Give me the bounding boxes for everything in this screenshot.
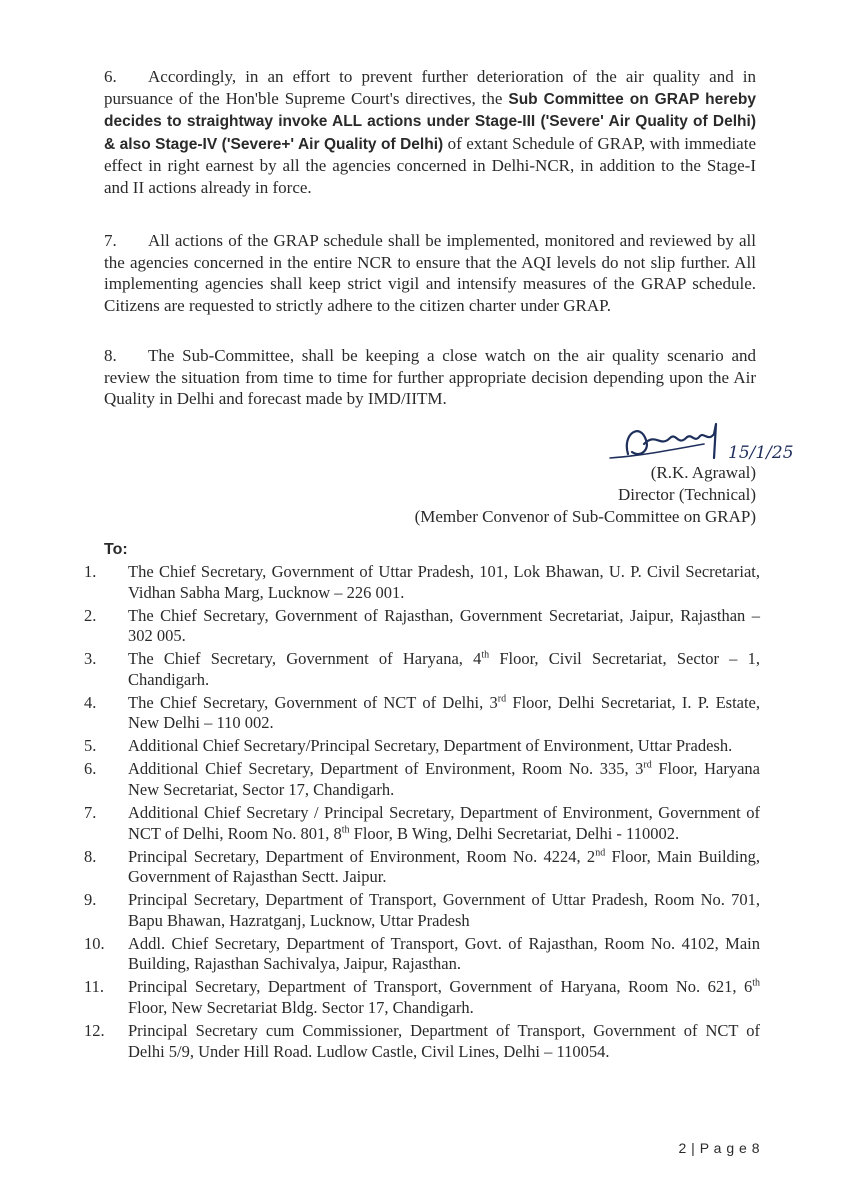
list-item-number: 6.: [84, 759, 97, 779]
paragraph-7: [104, 230, 756, 316]
list-item: [84, 977, 760, 1018]
list-item: [84, 759, 760, 800]
list-item-text-continued: Floor, New Secretariat Bldg. Sector 17, Chandigarh.: [128, 997, 474, 1017]
ordinal-suffix: th: [752, 977, 760, 989]
ordinal-suffix: nd: [595, 847, 606, 859]
paragraph-text: The Sub-Committee, shall be keeping a close watch on the air quality scenario and review the situation from time to time for further appropriate decision depending upon the Air Quality in Delhi and forecast made by IMD/IITM.: [104, 346, 756, 408]
list-item-text-continued: Floor, Main Building, Government of Rajasthan Sectt. Jaipur.: [128, 846, 761, 887]
paragraph-number: 7.: [104, 231, 117, 250]
list-item-number: 1.: [84, 562, 97, 581]
list-item-text-continued: Floor, Haryana New Secretariat, Sector 17, Chandigarh.: [128, 759, 760, 799]
list-item: [84, 693, 760, 734]
list-item: [84, 1021, 760, 1062]
list-item-number: 8.: [84, 846, 97, 866]
list-item-number: 9.: [84, 890, 97, 910]
list-item-text: The Chief Secretary, Government of NCT of Delhi, 3: [128, 692, 498, 712]
list-item: [84, 847, 760, 888]
page-number: 2 | P a g e 8: [678, 1140, 760, 1156]
list-item: [84, 562, 760, 603]
paragraph-bold-text: Sub Committee on GRAP hereby decides to straightway invoke ALL actions under Stage-III ('Severe' Air Quality of Delhi) & also Stage-IV ('Severe+' Air Quality of Delhi): [104, 90, 756, 153]
list-item-number: 12.: [84, 1021, 105, 1041]
list-item-text: Principal Secretary cum Commissioner, Department of Transport, Government of NCT of Delhi 5/9, Under Hill Road. Ludlow Castle, Civil Lines, Delhi – 110054.: [128, 1021, 760, 1061]
list-item: [84, 890, 760, 931]
list-item-text-continued: Floor, B Wing, Delhi Secretariat, Delhi - 110002.: [349, 823, 680, 843]
list-item-text-continued: Floor, Civil Secretariat, Sector – 1, Chandigarh.: [128, 649, 760, 689]
ordinal-suffix: th: [341, 824, 350, 836]
paragraph-6: [104, 66, 756, 198]
paragraph-number: 6.: [104, 67, 117, 86]
ordinal-suffix: rd: [497, 693, 507, 705]
list-item-text: Additional Chief Secretary / Principal Secretary, Department of Environment, Government of NCT of Delhi, Room No. 801, 8: [128, 803, 760, 843]
signatory-name: (R.K. Agrawal): [650, 463, 756, 482]
paragraph-text: Accordingly, in an effort to prevent further deterioration of the air quality and in pursuance of the Hon'ble Supreme Court's directives, the: [104, 67, 756, 108]
list-item-number: 10.: [84, 933, 105, 953]
to-label: To:: [104, 541, 128, 558]
list-item-text: The Chief Secretary, Government of Uttar Pradesh, 101, Lok Bhawan, U. P. Civil Secretariat, Vidhan Sabha Marg, Lucknow – 226 001.: [128, 562, 760, 602]
list-item: [84, 649, 760, 690]
ordinal-suffix: th: [481, 649, 490, 661]
list-item-text-continued: Floor, Delhi Secretariat, I. P. Estate, New Delhi – 110 002.: [128, 692, 761, 733]
list-item-text: Additional Chief Secretary, Department of Environment, Room No. 335, 3: [128, 759, 644, 779]
list-item-text: Principal Secretary, Department of Transport, Government of Uttar Pradesh, Room No. 701, Bapu Bhawan, Hazratganj, Lucknow, Uttar Pradesh: [128, 890, 760, 930]
list-item-text: The Chief Secretary, Government of Rajasthan, Government Secretariat, Jaipur, Rajasthan – 302 005.: [128, 605, 760, 646]
list-item-text: Principal Secretary, Department of Environment, Room No. 4224, 2: [128, 846, 596, 866]
paragraph-8: [104, 345, 756, 410]
paragraph-number: 8.: [104, 346, 117, 365]
signature-date: 15/1/25: [728, 443, 794, 463]
list-item-number: 7.: [84, 803, 97, 823]
list-item-text: The Chief Secretary, Government of Haryana, 4: [128, 649, 482, 669]
list-item: [84, 934, 760, 975]
list-item-number: 11.: [84, 977, 105, 997]
list-item: [84, 736, 760, 757]
paragraph-text: All actions of the GRAP schedule shall be implemented, monitored and reviewed by all the agencies concerned in the entire NCR to ensure that the AQI levels do not slip further. All implementing agencies shall keep strict vigil and intensify measures of the GRAP schedule. Citizens are requested to strictly adhere to the citizen charter under GRAP.: [104, 231, 756, 315]
paragraph-text-continued: of extant Schedule of GRAP, with immediate effect in right earnest by all the agencies concerned in Delhi-NCR, in addition to the Stage-I and II actions already in force.: [104, 133, 756, 197]
recipient-list: [84, 562, 760, 1065]
list-item-text: Addl. Chief Secretary, Department of Transport, Govt. of Rajasthan, Room No. 4102, Main Building, Rajasthan Sachivalya, Jaipur, Rajasthan.: [128, 933, 760, 974]
list-item: [84, 803, 760, 844]
list-item-number: 2.: [84, 605, 97, 625]
list-item-text: Principal Secretary, Department of Transport, Government of Haryana, Room No. 621, 6: [128, 977, 753, 997]
list-item-number: 5.: [84, 736, 97, 756]
list-item-number: 3.: [84, 649, 97, 669]
ordinal-suffix: rd: [643, 759, 652, 771]
list-item-text: Additional Chief Secretary/Principal Secretary, Department of Environment, Uttar Pradesh.: [128, 736, 733, 756]
signatory-designation: Director (Technical): [617, 485, 756, 504]
list-item: [84, 606, 760, 647]
list-item-number: 4.: [84, 692, 97, 712]
signatory-role: (Member Convenor of Sub-Committee on GRAP): [414, 507, 756, 526]
